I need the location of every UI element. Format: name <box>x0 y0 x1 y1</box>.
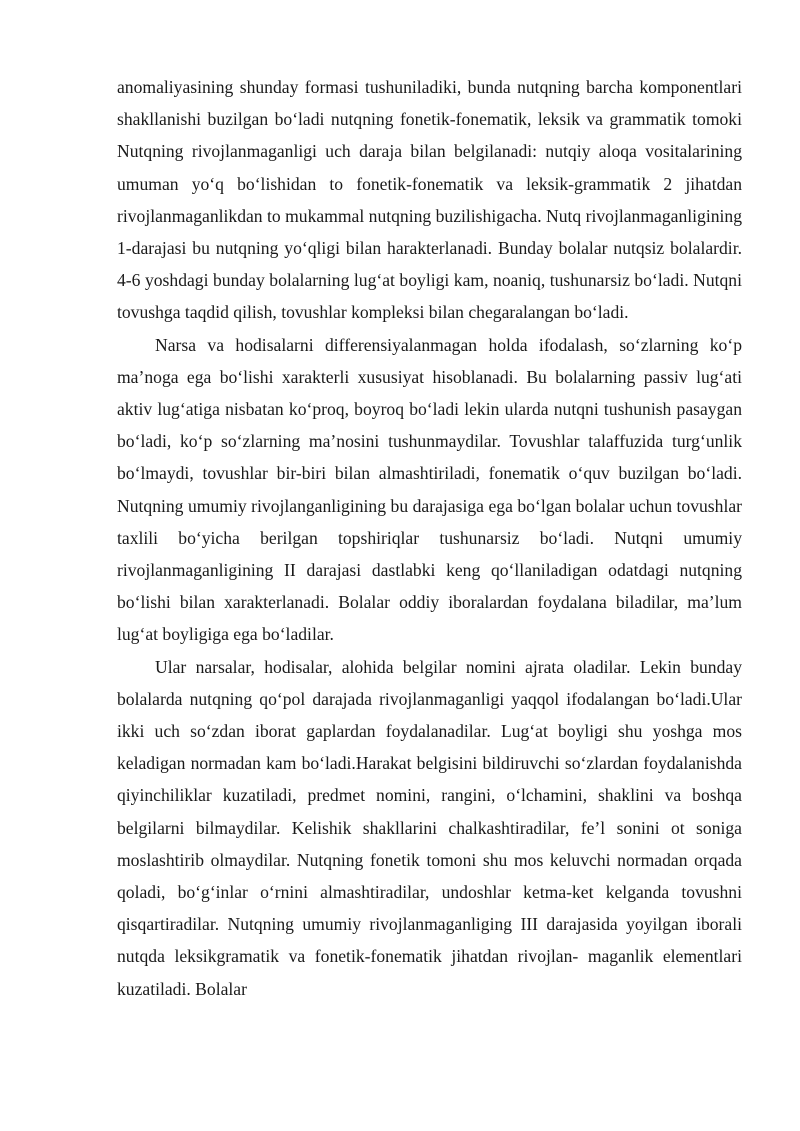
paragraph: Narsa va hodisalarni differensiyalanmagan holda ifodalash, so‘zlarning ko‘p ma’noga ega bo‘lishi xarakterli xususiyat hisoblanadi. Bu bolalarning passiv lug‘ati aktiv lug‘atiga nisbatan ko‘proq, boyroq bo‘ladi lekin ularda nutqni tushunish pasaygan bo‘ladi, ko‘p so‘zlarning ma’nosini tushunmaydilar. Tovushlar talaffuzida turg‘unlik bo‘lmaydi, tovushlar bir-biri bilan almashtiriladi, fonematik o‘quv buzilgan bo‘ladi. Nutqning umumiy rivojlanganligining bu darajasiga ega bo‘lgan bolalar uchun tovushlar taxlili bo‘yicha berilgan topshiriqlar tushunarsiz bo‘ladi. Nutqni umumiy rivojlanmaganligining II darajasi dastlabki keng qo‘llaniladigan odatdagi nutqning bo‘lishi bilan xarakterlanadi. Bolalar oddiy iboralardan foydalana biladilar, ma’lum lug‘at boyligiga ega bo‘ladilar. <box>117 334 742 645</box>
paragraph-continuation: anomaliyasining shunday formasi tushuniladiki, bunda nutqning barcha komponentlari shakllanishi buzilgan bo‘ladi nutqning fonetik-fonematik, leksik va grammatik tomoki Nutqning rivojlanmaganligi uch daraja bilan belgilanadi: nutqiy aloqa vositalarining umuman yo‘q bo‘lishidan to fonetik-fonematik va leksik-grammatik 2 jihatdan rivojlanmaganlikdan to mukammal nutqning buzilishigacha. Nutq rivojlanmaganligining 1-darajasi bu nutqning yo‘qligi bilan harakterlanadi. Bunday bolalar nutqsiz bolalardir. 4-6 yoshdagi bunday bolalarning lug‘at boyligi kam, noaniq, tushunarsiz bo‘ladi. Nutqni tovushga taqdid qilish, tovushlar kompleksi bilan chegaralangan bo‘ladi. <box>117 77 742 323</box>
paragraph: Ular narsalar, hodisalar, alohida belgilar nomini ajrata oladilar. Lekin bunday bolalarda nutqning qo‘pol darajada rivojlanmaganligi yaqqol ifodalangan bo‘ladi.Ular ikki uch so‘zdan iborat gaplardan foydalanadilar. Lug‘at boyligi shu yoshga mos keladigan normadan kam bo‘ladi.Harakat belgisini bildiruvchi so‘zlardan foydalanishda qiyinchiliklar kuzatiladi, predmet nomini, rangini, o‘lchamini, shaklini va boshqa belgilarni bilmaydilar. Kelishik shakllarini chalkashtiradilar, fe’l sonini ot soniga moslashtirib olmaydilar. Nutqning fonetik tomoni shu mos keluvchi normadan orqada qoladi, bo‘g‘inlar o‘rnini almashtiradilar, undoshlar ketma-ket kelganda tovushni qisqartiradilar. Nutqning umumiy rivojlanmaganliging III darajasida yoyilgan iborali nutqda leksikgramatik va fonetik-fonematik jihatdan rivojlan- maganlik elementlari kuzatiladi. Bolalar <box>117 656 742 999</box>
document-body <box>117 71 742 1005</box>
